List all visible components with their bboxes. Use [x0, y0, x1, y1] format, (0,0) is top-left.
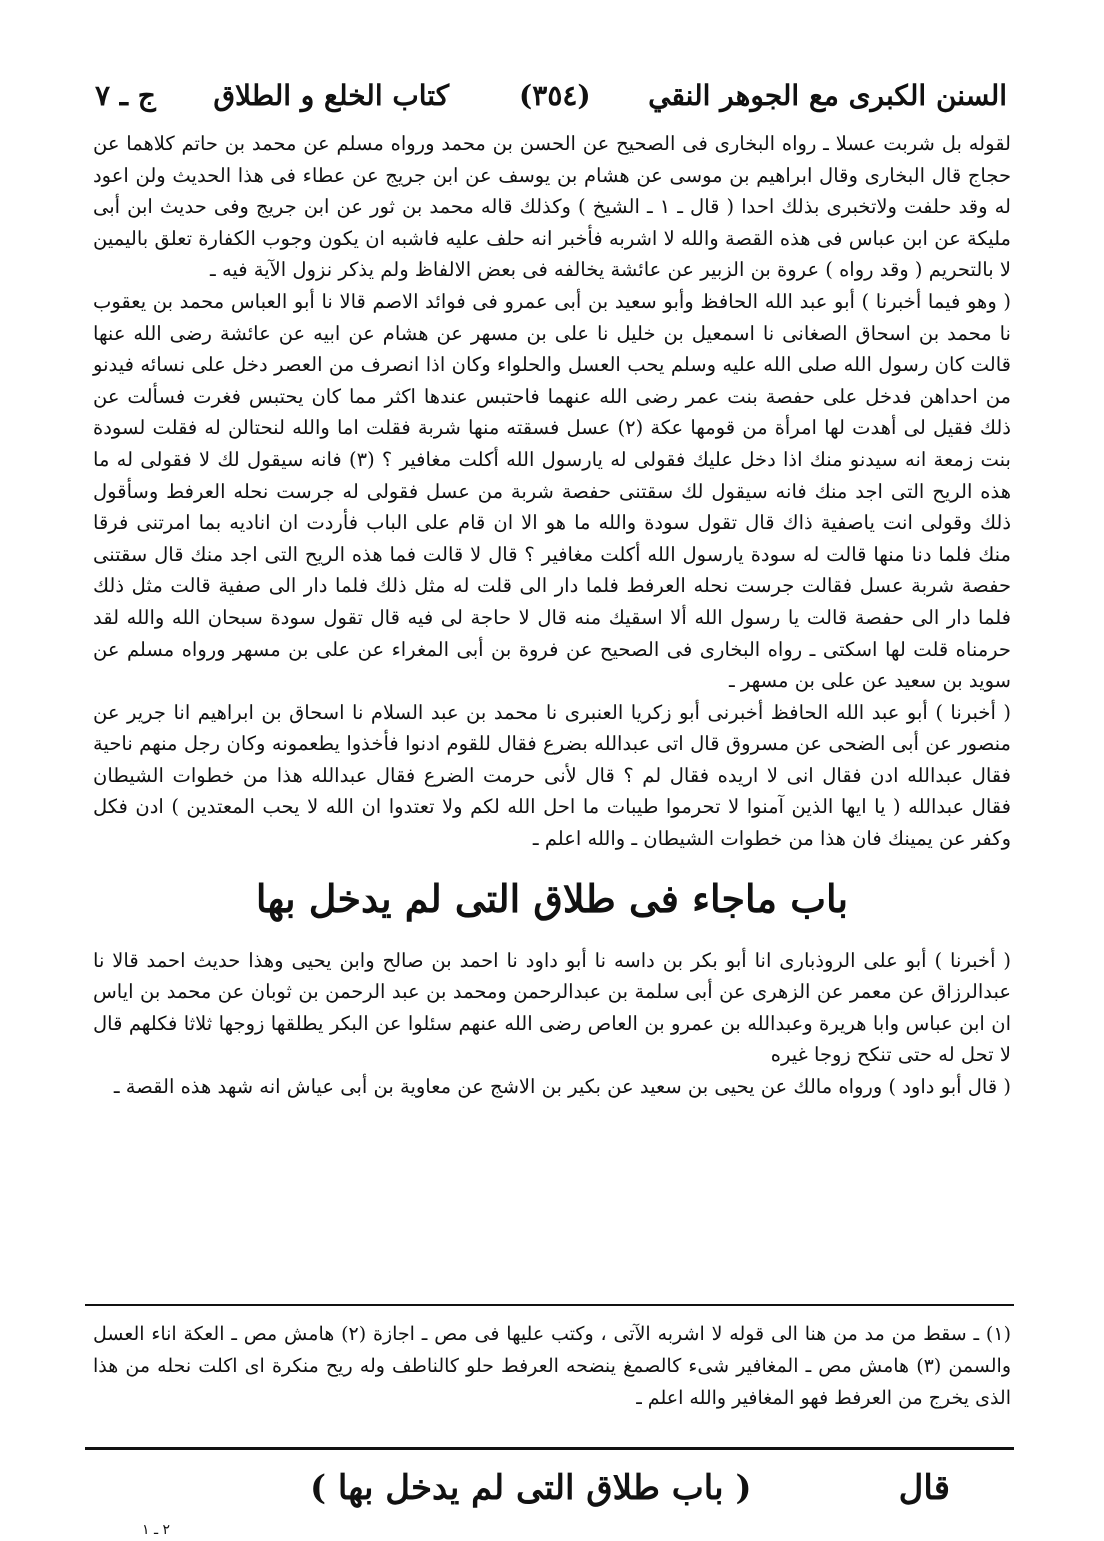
commentary-label: قال [898, 1468, 950, 1508]
commentary-heading [310, 1458, 950, 1518]
commentary-divider [85, 1447, 1014, 1450]
page-marker: ٢ ـ ١ [142, 1522, 171, 1538]
main-text [93, 128, 1011, 1103]
book-title: السنن الكبرى مع الجوهر النقي [648, 78, 1007, 112]
paragraph: ( قال أبو داود ) ورواه مالك عن يحيى بن سعيد عن بكير بن الاشج عن معاوية بن أبى عياش انه شهد هذه القصة ـ [113, 1075, 1011, 1099]
paragraph: ( أخبرنا ) أبو على الروذبارى انا أبو بكر بن داسه نا أبو داود نا احمد بن صالح وابن يحيى وهذا حديث احمد قالا نا عبدالرزاق عن معمر عن الزهرى عن أبى سلمة بن عبدالرحمن ومحمد بن عبد الرحمن بن ثوبان عن محمد بن اياس ان ابن عباس وابا هريرة وعبدالله بن عمرو بن العاص رضى الله عنهم سئلوا عن البكر يطلقها زوجها ثلاثا فكلهم قال لا تحل له حتى تنكح زوجا غيره [93, 948, 1011, 1067]
footnote-divider [85, 1304, 1014, 1306]
page-number: (٣٥٤) [519, 78, 591, 112]
commentary-title: ( باب طلاق التى لم يدخل بها ) [310, 1468, 752, 1508]
volume-number: ج ـ ٧ [95, 78, 156, 112]
paragraph: ( وهو فيما أخبرنا ) أبو عبد الله الحافظ وأبو سعيد بن أبى عمرو فى فوائد الاصم قالا نا أبو العباس محمد بن يعقوب نا محمد بن اسحاق الصغانى نا اسمعيل بن خليل نا على بن مسهر عن هشام عن ابيه عن عائشة رضى الله عنها قالت كان رسول الله صلى الله عليه وسلم يحب العسل والحلواء وكان اذا انصرف من العصر دخل على نسائه فيدنو من احداهن فدخل على حفصة بنت عمر رضى الله عنهما فاحتبس عندها اكثر مما كان يحتبس فغرت فسألت عن ذلك فقيل لى أهدت لها امرأة من قومها عكة (٢) عسل فسقته منها شربة فقلت اما والله لنحتالن له فقلت لسودة بنت زمعة انه سيدنو منك اذا دخل عليك فقولى له يارسول الله أكلت مغافير ؟ (٣) فانه سيقول لك لا فقولى له ما هذه الريح التى اجد منك فانه سيقول لك سقتنى حفصة شربة من عسل فقولى له جرست نحله العرفط وسأقول ذلك وقولى انت ياصفية ذاك قال تقول سودة والله ما هو الا ان قام على الباب فأردت ان اناديه بما امرتنى فرقا منك فلما دنا منها قالت له سودة يارسول الله أكلت مغافير ؟ قال لا قالت فما هذه الريح التى اجد منك قال سقتنى حفصة شربة عسل فقالت جرست نحله العرفط فلما دار الى قلت له مثل ذلك فلما دار الى صفية قالت مثل ذلك فلما دار الى حفصة قالت يا رسول الله ألا اسقيك منه قال لا حاجة لى فيه قال تقول سودة سبحان الله والله لقد حرمناه قلت لها اسكتى ـ رواه البخارى فى الصحيح عن فروة بن أبى المغراء عن على بن مسهر ورواه مسلم عن سويد بن سعيد عن على بن مسهر ـ [93, 289, 1011, 693]
section-title: كتاب الخلع و الطلاق [213, 78, 450, 112]
page-header [95, 70, 1007, 120]
paragraph: لقوله بل شربت عسلا ـ رواه البخارى فى الصحيح عن الحسن بن محمد ورواه مسلم عن محمد بن حاتم كلاهما عن حجاج قال البخارى وقال ابراهيم بن موسى عن هشام بن يوسف عن ابن جريج عن عطاء فى هذا الحديث ولن اعود له وقد حلفت ولاتخبرى بذلك احدا ( قال ـ ١ ـ الشيخ ) وكذلك قاله محمد بن ثور عن ابن جريج وفى حديث ابن أبى مليكة عن ابن عباس فى هذه القصة والله لا اشربه فأخبر انه حلف عليه فاشبه ان يكون وجوب الكفارة تعلق باليمين لا بالتحريم ( وقد رواه ) عروة بن الزبير عن عائشة يخالفه فى بعض الالفاظ ولم يذكر نزول الآية فيه ـ [93, 132, 1011, 282]
footnotes: (١) ـ سقط من مد من هنا الى قوله لا اشربه الآتى ، وكتب عليها فى مص ـ اجازة (٢) هامش مص ـ العكة اناء العسل والسمن (٣) هامش مص ـ المغافير شىء كالصمغ ينضحه العرفط حلو كالناطف وله ريح منكرة اى اكلت نحله من هذا الذى يخرج من العرفط فهو المغافير والله اعلم ـ [93, 1323, 1011, 1409]
paragraph: ( أخبرنا ) أبو عبد الله الحافظ أخبرنى أبو زكريا العنبرى نا محمد بن عبد السلام نا اسحاق بن ابراهيم انا جرير عن منصور عن أبى الضحى عن مسروق قال اتى عبدالله بضرع فقال للقوم ادنوا فأخذوا يطعمونه وكان رجل منهم ناحية فقال عبدالله ادن فقال انى لا اريده فقال لم ؟ قال لأنى حرمت الضرع فقال عبدالله هذا من خطوات الشيطان فقال عبدالله ( يا ايها الذين آمنوا لا تحرموا طيبات ما احل الله لكم ولا تعتدوا ان الله لا يحب المعتدين ) ادن فكل وكفر عن يمينك فان هذا من خطوات الشيطان ـ والله اعلم ـ [93, 700, 1011, 851]
header-center [213, 79, 590, 112]
chapter-title: باب ماجاء فى طلاق التى لم يدخل بها [255, 875, 849, 921]
